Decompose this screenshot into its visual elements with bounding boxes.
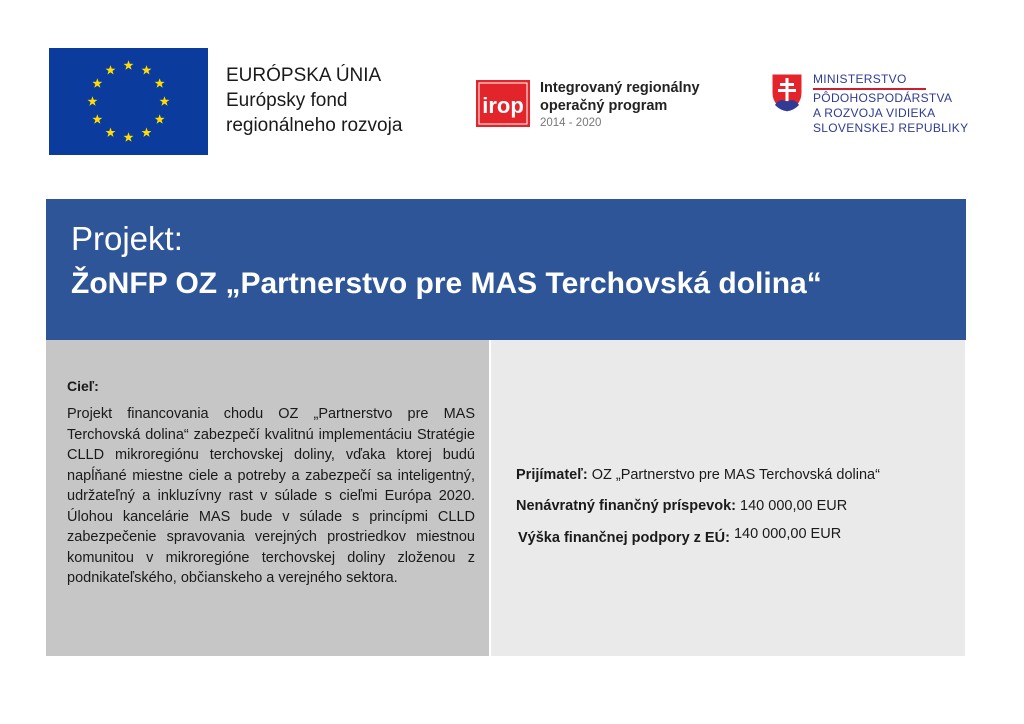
project-title: ŽoNFP OZ „Partnerstvo pre MAS Terchovská dolina“ <box>71 267 822 300</box>
eu-flag-logo <box>49 48 208 155</box>
goal-text: Projekt financovania chodu OZ „Partnerstvo pre MAS Terchovská dolina“ zabezpečí kvalitnú implementáciu Stratégie CLLD mikroregiónu terchovskej doliny, vďaka ktorej budú napĺňané miestne ciele a potreby a zabezpečí sa inteligentný, udržateľný a inkluzívny rast v súlade s cieľmi Európa 2020. Úlohou kancelárie MAS bude v súlade s princípmi CLLD zabezpečenie spravovania verejných prostriedkov miestnou komunitou v mikroregióne terchovskej doliny zloženou z podnikateľského, občianskeho a verejného sektora. <box>67 406 475 586</box>
eu-star-icon <box>155 78 165 87</box>
irop-text <box>540 79 700 131</box>
grant-label: Nenávratný finančný príspevok: <box>516 498 736 514</box>
irop-line-2: operačný program <box>540 98 668 114</box>
irop-logo <box>476 80 530 127</box>
ministry-divider <box>813 88 926 90</box>
eu-logo-text <box>226 63 402 138</box>
eu-support-row <box>518 526 842 546</box>
ministry-line-1: MINISTERSTVO <box>813 72 907 86</box>
eu-support-label: Výška finančnej podpory z EÚ: <box>518 530 730 546</box>
eu-star-icon <box>92 78 102 87</box>
eu-line-3: regionálneho rozvoja <box>226 115 403 136</box>
irop-logo-text: irop <box>482 93 524 118</box>
project-label: Projekt: <box>71 220 183 257</box>
eu-star-icon <box>106 65 116 74</box>
eu-star-icon <box>124 132 134 141</box>
info-panel <box>491 340 965 656</box>
eu-line-2: Európsky fond <box>226 90 348 111</box>
eu-star-icon <box>106 127 116 136</box>
ministry-text <box>813 72 968 136</box>
eu-line-1: EURÓPSKA ÚNIA <box>226 65 382 86</box>
ministry-line-3: A ROZVOJA VIDIEKA <box>813 106 936 120</box>
grant-row <box>516 498 847 514</box>
eu-star-icon <box>88 96 98 105</box>
recipient-row <box>516 467 880 483</box>
slovak-emblem-icon <box>771 73 803 113</box>
eu-star-icon <box>142 65 152 74</box>
recipient-value: OZ „Partnerstvo pre MAS Terchovská dolina“ <box>591 467 880 483</box>
irop-line-1: Integrovaný regionálny <box>540 80 700 96</box>
irop-years: 2014 - 2020 <box>540 117 602 129</box>
project-banner <box>46 199 966 340</box>
eu-support-value: 140 000,00 EUR <box>733 526 842 542</box>
eu-star-icon <box>160 96 170 105</box>
eu-stars-icon <box>49 48 208 155</box>
recipient-label: Prijímateľ: <box>516 467 588 483</box>
ministry-line-4: SLOVENSKEJ REPUBLIKY <box>813 121 969 135</box>
goal-heading: Cieľ: <box>67 378 99 394</box>
ministry-line-2: PÔDOHOSPODÁRSTVA <box>813 91 953 105</box>
irop-logo-icon <box>476 80 530 127</box>
grant-value: 140 000,00 EUR <box>740 498 848 514</box>
eu-star-icon <box>124 60 134 69</box>
goal-panel <box>46 340 489 656</box>
eu-star-icon <box>155 114 165 123</box>
eu-star-icon <box>142 127 152 136</box>
eu-star-icon <box>92 114 102 123</box>
